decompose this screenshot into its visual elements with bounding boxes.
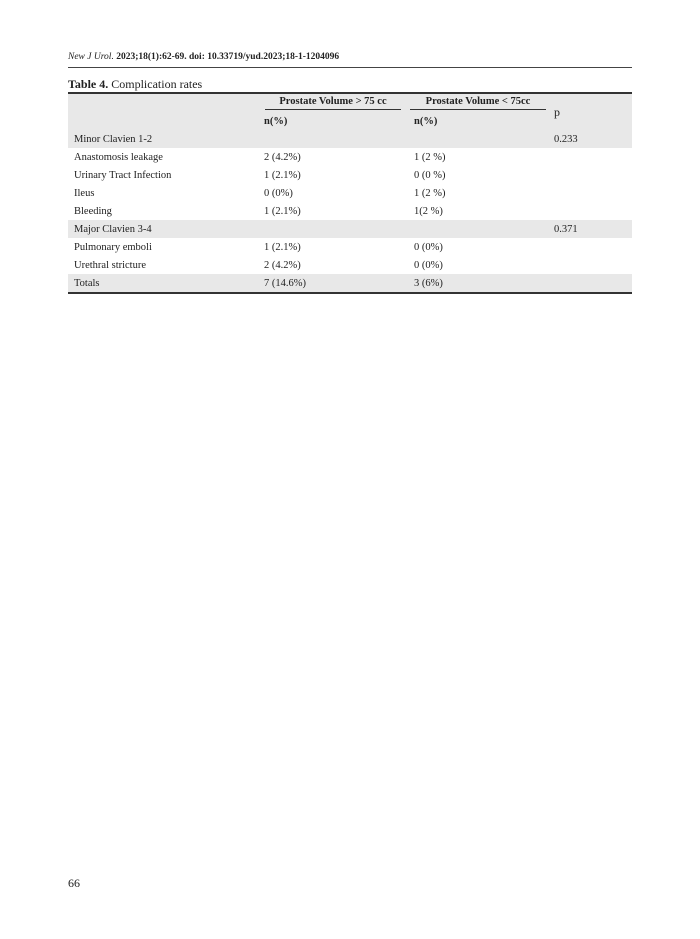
journal-name: New J Urol. xyxy=(68,52,114,62)
table-row xyxy=(68,148,632,166)
table-caption-label: Table 4. xyxy=(68,77,109,91)
cell-gt75 xyxy=(258,130,408,148)
cell-p xyxy=(548,202,632,220)
header-group-lt75 xyxy=(408,93,548,112)
header-rule xyxy=(68,67,632,68)
cell-lt75: 0 (0 %) xyxy=(414,169,446,181)
header-empty-cell xyxy=(68,93,258,112)
header-group-gt75 xyxy=(258,93,408,112)
cell-p xyxy=(548,166,632,184)
table-body xyxy=(68,130,632,293)
cell-lt75: 1 (2 %) xyxy=(414,187,446,199)
table-row xyxy=(68,130,632,148)
page-number: 66 xyxy=(68,876,80,890)
running-head xyxy=(68,52,339,62)
cell-label: Minor Clavien 1-2 xyxy=(68,130,258,148)
citation: 2023;18(1):62-69. doi: 10.33719/yud.2023;18-1-1204096 xyxy=(116,52,340,62)
cell-gt75: 7 (14.6%) xyxy=(258,274,408,293)
cell-lt75: 1(2 %) xyxy=(414,205,443,217)
header-sub-gt75: n(%) xyxy=(258,112,408,130)
cell-gt75: 2 (4.2%) xyxy=(264,259,301,271)
cell-lt75: 0 (0%) xyxy=(414,241,443,253)
cell-label: Bleeding xyxy=(74,205,112,217)
cell-gt75 xyxy=(258,220,408,238)
cell-label: Urinary Tract Infection xyxy=(74,169,172,181)
cell-label: Major Clavien 3-4 xyxy=(68,220,258,238)
cell-lt75 xyxy=(408,220,548,238)
complication-rates-table xyxy=(68,92,632,294)
cell-lt75 xyxy=(408,130,548,148)
cell-label: Urethral stricture xyxy=(74,259,147,271)
table-row xyxy=(68,220,632,238)
cell-p xyxy=(548,148,632,166)
cell-p xyxy=(548,274,632,293)
table-header-row-groups xyxy=(68,93,632,112)
table-row xyxy=(68,184,632,202)
cell-lt75: 1 (2 %) xyxy=(414,151,446,163)
cell-p: 0.233 xyxy=(548,130,632,148)
cell-p xyxy=(548,184,632,202)
cell-p: 0.371 xyxy=(548,220,632,238)
cell-gt75: 0 (0%) xyxy=(264,187,293,199)
header-group-gt75-label: Prostate Volume > 75 cc xyxy=(265,96,401,110)
table-caption-text: Complication rates xyxy=(111,77,203,91)
cell-gt75: 1 (2.1%) xyxy=(264,205,301,217)
cell-lt75: 0 (0%) xyxy=(414,259,443,271)
table-row xyxy=(68,238,632,256)
table-row xyxy=(68,202,632,220)
cell-p xyxy=(548,256,632,274)
header-sub-lt75: n(%) xyxy=(408,112,548,130)
cell-p xyxy=(548,238,632,256)
table-caption xyxy=(68,77,202,92)
table-row xyxy=(68,166,632,184)
table-header-row-sub xyxy=(68,112,632,130)
cell-lt75: 3 (6%) xyxy=(408,274,548,293)
cell-label: Anastomosis leakage xyxy=(74,151,163,163)
header-group-lt75-label: Prostate Volume < 75cc xyxy=(410,96,546,110)
cell-gt75: 1 (2.1%) xyxy=(264,169,301,181)
header-p: p xyxy=(548,93,632,130)
cell-label: Totals xyxy=(68,274,258,293)
cell-label: Ileus xyxy=(74,187,95,199)
cell-label: Pulmonary emboli xyxy=(74,241,152,253)
cell-gt75: 2 (4.2%) xyxy=(264,151,301,163)
cell-gt75: 1 (2.1%) xyxy=(264,241,301,253)
table-row xyxy=(68,256,632,274)
header-empty-cell xyxy=(68,112,258,130)
table-row xyxy=(68,274,632,293)
